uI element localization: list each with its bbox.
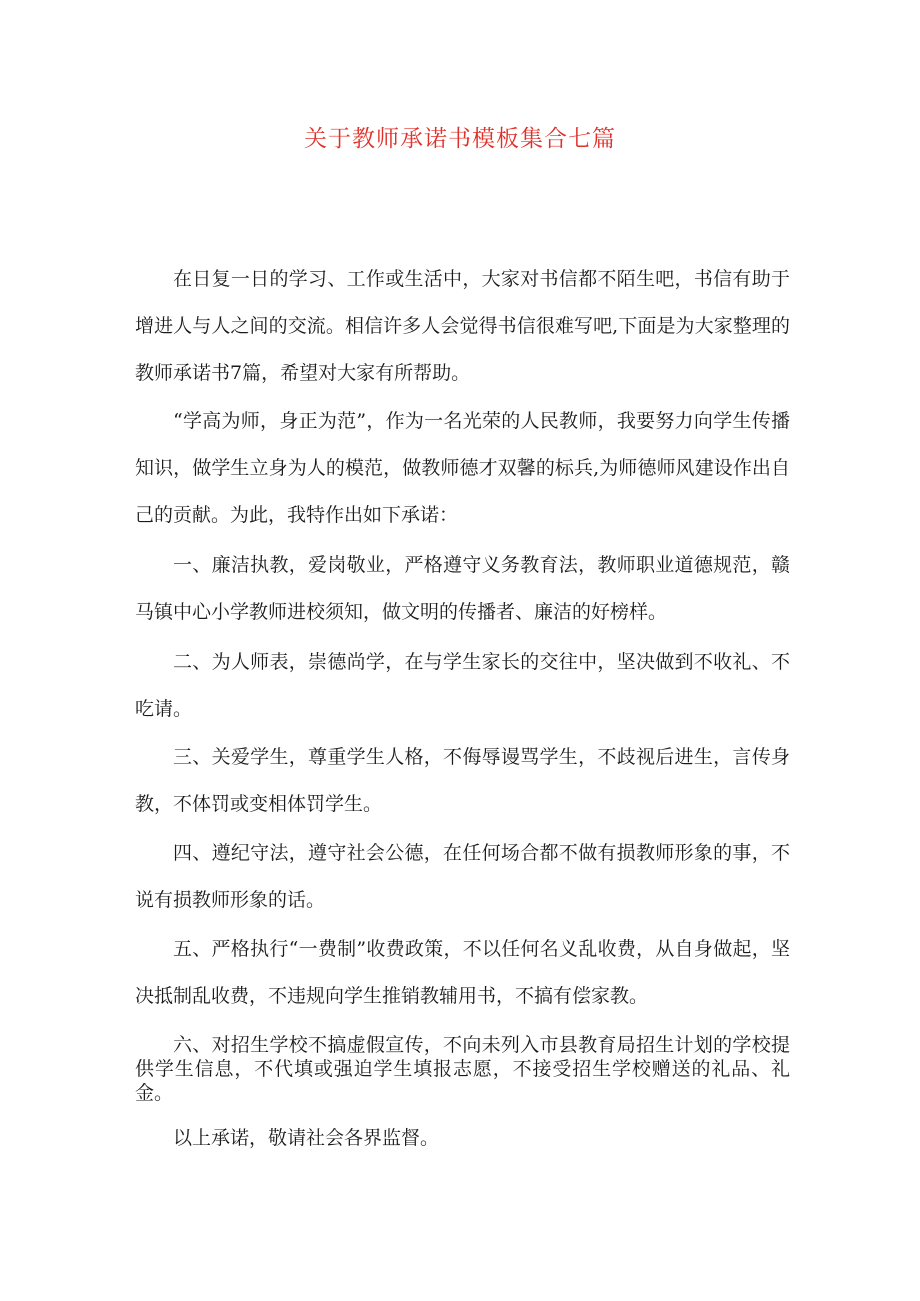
motto-paragraph: “学高为师，身正为范”，作为一名光荣的人民教师，我要努力向学生传播知识，做学生立身为人的模范，做教师德才双馨的标兵,为师德师风建设作出自己的贡献。为此，我特作出如下承诺： bbox=[135, 410, 790, 526]
pledge-item-3: 三、关爱学生，尊重学生人格，不侮辱谩骂学生，不歧视后进生，言传身教，不体罚或变相体罚学生。 bbox=[135, 746, 790, 815]
pledge-item-5: 五、严格执行“一费制”收费政策，不以任何名义乱收费，从自身做起，坚决抵制乱收费，不违规向学生推销教辅用书，不搞有偿家教。 bbox=[135, 938, 790, 1007]
pledge-item-1: 一、廉洁执教，爱岗敬业，严格遵守义务教育法，教师职业道德规范，赣马镇中心小学教师进校须知，做文明的传播者、廉洁的好榜样。 bbox=[135, 554, 790, 623]
intro-paragraph: 在日复一日的学习、工作或生活中，大家对书信都不陌生吧，书信有助于增进人与人之间的交流。相信许多人会觉得书信很难写吧,下面是为大家整理的教师承诺书7篇，希望对大家有所帮助。 bbox=[135, 268, 790, 384]
pledge-item-2: 二、为人师表，崇德尚学，在与学生家长的交往中，坚决做到不收礼、不吃请。 bbox=[135, 651, 790, 720]
pledge-item-6: 六、对招生学校不搞虚假宣传，不向未列入市县教育局招生计划的学校提供学生信息，不代填或强迫学生填报志愿，不接受招生学校赠送的礼品、礼金。 bbox=[135, 1034, 790, 1104]
closing-paragraph: 以上承诺，敬请社会各界监督。 bbox=[173, 1127, 440, 1149]
document-title: 关于教师承诺书模板集合七篇 bbox=[304, 126, 616, 152]
pledge-item-4: 四、遵纪守法，遵守社会公德，在任何场合都不做有损教师形象的事，不说有损教师形象的话。 bbox=[135, 842, 790, 911]
